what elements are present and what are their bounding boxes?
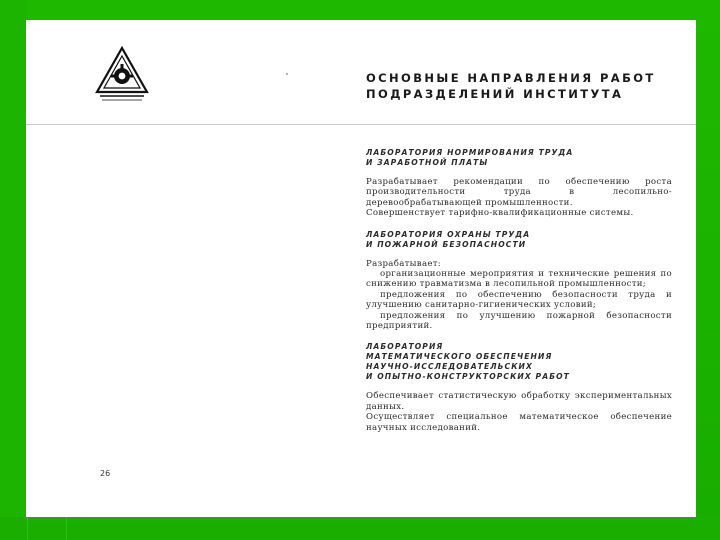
section-heading [366, 148, 672, 168]
section-heading [366, 230, 672, 250]
heading-line: ЛАБОРАТОРИЯ [366, 342, 444, 352]
page-divider [26, 124, 696, 125]
heading-line: И ПОЖАРНОЙ БЕЗОПАСНОСТИ [366, 239, 527, 249]
paragraph: предложения по улучшению пожарной безопасности предприятий. [366, 310, 672, 332]
section-heading [366, 342, 672, 382]
frame-divider [66, 517, 67, 540]
title-line: ПОДРАЗДЕЛЕНИЙ ИНСТИТУТА [366, 87, 624, 101]
heading-line: ЛАБОРАТОРИЯ ОХРАНЫ ТРУДА [366, 229, 531, 239]
heading-line: ЛАБОРАТОРИЯ НОРМИРОВАНИЯ ТРУДА [366, 148, 574, 157]
scan-dot [286, 73, 288, 75]
section-labor-safety [366, 230, 672, 332]
title-line: ОСНОВНЫЕ НАПРАВЛЕНИЯ РАБОТ [366, 71, 656, 85]
paragraph: предложения по обеспечению безопасности труда и улучшению санитарно-гигиенических условий; [366, 289, 672, 311]
document-page [26, 20, 696, 517]
section-math-support [366, 342, 672, 433]
green-frame-left [0, 0, 26, 540]
green-frame-bottom [0, 517, 720, 540]
paragraph: Осуществляет специальное математическое обеспечение научных исследований. [366, 412, 672, 433]
paragraph: Обеспечивает статистическую обработку экспериментальных данных. [366, 391, 672, 412]
heading-line: И ОПЫТНО-КОНСТРУКТОРСКИХ РАБОТ [366, 372, 570, 382]
paragraph: Разрабатывает рекомендации по обеспечению роста производительности труда в лесопильно-деревообрабатывающей промышленности. [366, 177, 672, 208]
heading-line: И ЗАРАБОТНОЙ ПЛАТЫ [366, 158, 489, 167]
page-title [366, 70, 666, 102]
heading-line: МАТЕМАТИЧЕСКОГО ОБЕСПЕЧЕНИЯ [366, 352, 553, 362]
paragraph: Разрабатывает: [366, 258, 442, 269]
heading-line: НАУЧНО-ИССЛЕДОВАТЕЛЬСКИХ [366, 362, 533, 372]
paragraph: Совершенствует тарифно-квалификационные системы. [366, 208, 634, 219]
page-number: 26 [100, 469, 111, 478]
institute-emblem-icon [94, 46, 150, 104]
section-labor-norms [366, 148, 672, 219]
frame-divider [27, 517, 28, 540]
document-body [366, 148, 672, 444]
paragraph: организационные мероприятия и технические решения по снижению травматизма в лесопильной промышленности; [366, 269, 672, 290]
